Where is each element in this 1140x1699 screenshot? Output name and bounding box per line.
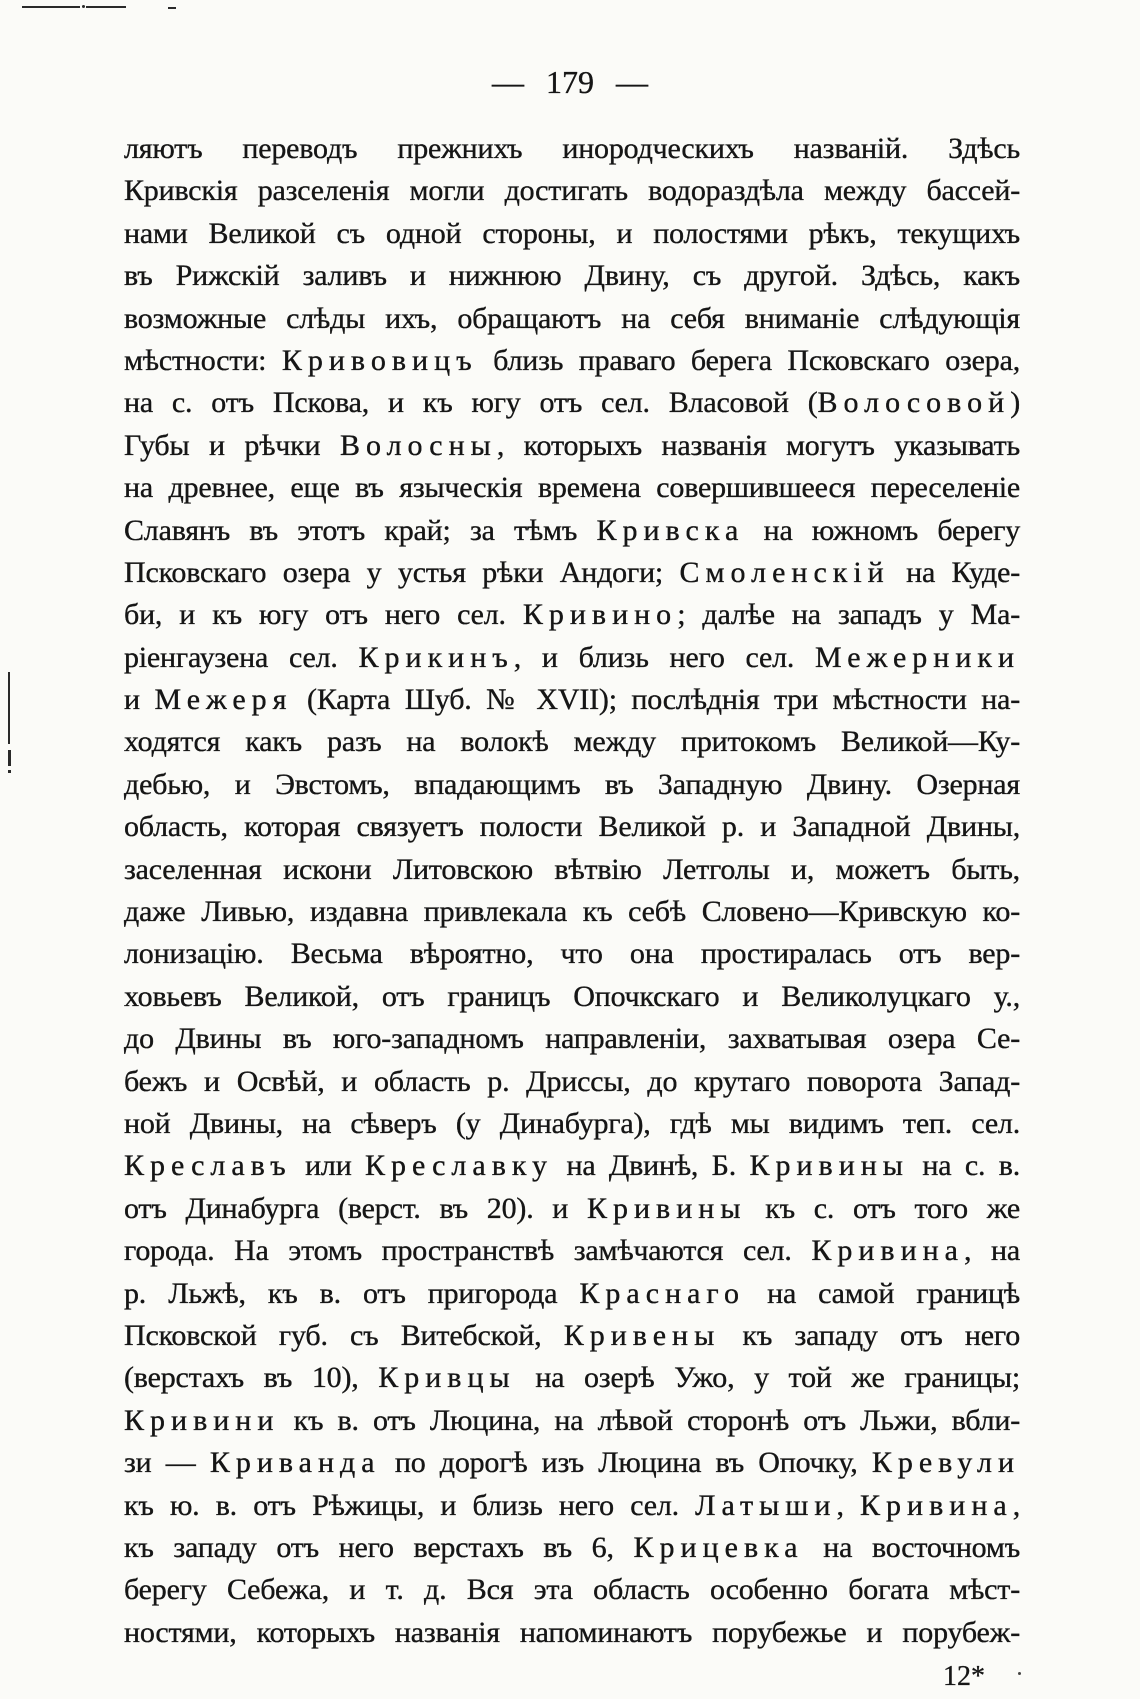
text-line xyxy=(124,891,1020,933)
text-run: близь праваго берега Псковскаго озера, xyxy=(477,343,1020,377)
text-line xyxy=(124,510,1020,552)
text-line xyxy=(124,1612,1020,1654)
emphasized-word: Кривина xyxy=(811,1234,964,1268)
scan-artifact xyxy=(168,7,176,9)
text-run: къ в. отъ Люцина, на лѣвой сторонѣ отъ Льжи, вбли- xyxy=(279,1403,1020,1437)
text-line xyxy=(124,637,1020,679)
text-line xyxy=(124,1527,1020,1569)
scan-artifact xyxy=(8,770,11,773)
text-run: Псковскаго озера у устья рѣки Андоги; xyxy=(124,555,680,589)
text-run: ховьевъ Великой, отъ границъ Опочкскаго и Великолуцкаго у., xyxy=(124,979,1020,1013)
text-run: , xyxy=(836,1488,861,1522)
text-run: берегу Себежа, и т. д. Вся эта область особенно богата мѣст- xyxy=(124,1573,1020,1607)
emphasized-word: Криванда xyxy=(209,1446,381,1480)
text-run: даже Ливью, издавна привлекала къ себѣ Словено—Кривскую ко- xyxy=(124,895,1020,929)
text-line xyxy=(124,806,1020,848)
text-line xyxy=(124,382,1020,424)
emphasized-word: Крицевка xyxy=(633,1530,804,1564)
text-line xyxy=(124,1357,1020,1399)
emphasized-word: Смоленскій xyxy=(679,555,890,589)
text-line xyxy=(124,1569,1020,1611)
text-run: бежъ и Освѣй, и область р. Дриссы, до крутаго поворота Запад- xyxy=(124,1064,1020,1098)
text-line xyxy=(124,1018,1020,1060)
text-run: или xyxy=(291,1149,366,1183)
text-run: Губы и рѣчки xyxy=(124,428,340,462)
emphasized-word: Креславку xyxy=(365,1149,554,1183)
text-run: къ с. отъ того же xyxy=(746,1191,1020,1225)
text-run: отъ Динабурга (верст. въ 20). и xyxy=(124,1191,587,1225)
emphasized-word: Кривини xyxy=(124,1403,280,1437)
emphasized-word: Кривина xyxy=(860,1488,1013,1522)
text-run: мѣстности: xyxy=(124,343,282,377)
scan-artifact xyxy=(22,6,80,8)
text-line xyxy=(124,552,1020,594)
text-line xyxy=(124,255,1020,297)
text-line xyxy=(124,1485,1020,1527)
text-run: р. Льжѣ, къ в. отъ пригорода xyxy=(124,1276,580,1310)
text-run: на восточномъ xyxy=(803,1530,1021,1564)
text-line xyxy=(124,213,1020,255)
text-run: на Двинѣ, Б. xyxy=(553,1149,750,1183)
emphasized-word: Межерники xyxy=(815,640,1020,674)
text-line xyxy=(124,1230,1020,1272)
text-run: къ западу отъ него xyxy=(720,1318,1020,1352)
text-run: , которыхъ названія могутъ указывать xyxy=(496,428,1021,462)
signature-mark: 12* xyxy=(943,1661,985,1692)
text-line xyxy=(124,1315,1020,1357)
text-run: по дорогѣ изъ Люцина въ Опочку, xyxy=(380,1446,872,1480)
emphasized-word: Кривины xyxy=(586,1191,747,1225)
text-line xyxy=(124,849,1020,891)
text-line xyxy=(124,976,1020,1018)
emphasized-word: Крикинъ xyxy=(358,640,514,674)
emphasized-word: Кревули xyxy=(871,1446,1020,1480)
body-text xyxy=(124,128,1020,1654)
text-run: ) xyxy=(1010,386,1020,420)
text-run: на южномъ берегу xyxy=(744,513,1020,547)
emphasized-word: Кривены xyxy=(563,1318,721,1352)
text-run: Псковской губ. съ Витебской, xyxy=(124,1318,564,1352)
text-run: заселенная искони Литовскою вѣтвію Летголы и, можетъ быть, xyxy=(124,852,1020,886)
text-run: и xyxy=(124,683,155,717)
text-run: возможные слѣды ихъ, обращаютъ на себя вниманіе слѣдующія xyxy=(124,301,1020,335)
text-line xyxy=(124,679,1020,721)
text-line xyxy=(124,721,1020,763)
text-run: (Карта Шуб. № XVII); послѣднія три мѣстности на- xyxy=(292,683,1021,717)
scan-artifact xyxy=(8,750,11,766)
emphasized-word: Латыши xyxy=(695,1488,837,1522)
text-line xyxy=(124,340,1020,382)
text-run: на древнее, еще въ языческія времена совершившееся переселеніе xyxy=(124,471,1020,505)
text-run: до Двины въ юго-западномъ направленіи, захватывая озера Се- xyxy=(124,1022,1020,1056)
text-line xyxy=(124,128,1020,170)
text-run: лонизацію. Весьма вѣроятно, что она простиралась отъ вер- xyxy=(124,937,1020,971)
text-run: , xyxy=(1012,1488,1020,1522)
emphasized-word: Волосовой xyxy=(817,386,1011,420)
text-run: область, которая связуетъ полости Великой р. и Западной Двины, xyxy=(124,810,1020,844)
emphasized-word: Кривцы xyxy=(378,1361,516,1395)
text-run: нами Великой съ одной стороны, и полостями рѣкъ, текущихъ xyxy=(124,216,1020,250)
text-run: Кривскія разселенія могли достигать водораздѣла между бассей- xyxy=(124,174,1020,208)
text-line xyxy=(124,594,1020,636)
text-line xyxy=(124,170,1020,212)
text-run: (верстахъ въ 10), xyxy=(124,1361,379,1395)
scan-artifact xyxy=(86,6,126,8)
text-run: къ западу отъ него верстахъ въ 6, xyxy=(124,1530,634,1564)
text-run: къ ю. в. отъ Рѣжицы, и близь него сел. xyxy=(124,1488,696,1522)
text-line xyxy=(124,1061,1020,1103)
text-run: ходятся какъ разъ на волокѣ между притокомъ Великой—Ку- xyxy=(124,725,1020,759)
text-line xyxy=(124,1442,1020,1484)
text-line xyxy=(124,1103,1020,1145)
text-run: дебью, и Эвстомъ, впадающимъ въ Западную Двину. Озерная xyxy=(124,767,1020,801)
emphasized-word: Волосны xyxy=(339,428,497,462)
text-line xyxy=(124,933,1020,975)
emphasized-word: Краснаго xyxy=(579,1276,745,1310)
text-run: на самой границѣ xyxy=(745,1276,1020,1310)
text-run: въ Рижскій заливъ и нижнюю Двину, съ другой. Здѣсь, какъ xyxy=(124,259,1020,293)
text-line xyxy=(124,1145,1020,1187)
text-run: би, и къ югу отъ него сел. xyxy=(124,598,523,632)
text-run: на озерѣ Ужо, у той же границы; xyxy=(515,1361,1020,1395)
text-line xyxy=(124,1188,1020,1230)
scan-artifact xyxy=(82,5,85,8)
text-line xyxy=(124,467,1020,509)
emphasized-word: Кривины xyxy=(749,1149,909,1183)
text-line xyxy=(124,425,1020,467)
emphasized-word: Кривино xyxy=(522,598,678,632)
emphasized-word: Кривска xyxy=(596,513,745,547)
text-run: зи — xyxy=(124,1446,210,1480)
emphasized-word: Кривовицъ xyxy=(281,343,478,377)
scan-artifact xyxy=(1018,1672,1021,1675)
text-line xyxy=(124,1273,1020,1315)
text-run: на с. отъ Пскова, и къ югу отъ сел. Власовой ( xyxy=(124,386,818,420)
text-run: Славянъ въ этотъ край; за тѣмъ xyxy=(124,513,597,547)
emphasized-word: Межеря xyxy=(154,683,293,717)
text-run: ляютъ переводъ прежнихъ инородческихъ названій. Здѣсь xyxy=(124,132,1020,165)
text-run: ностями, которыхъ названія напоминаютъ порубежье и порубеж- xyxy=(124,1615,1020,1649)
text-run: ; далѣе на западъ у Ма- xyxy=(677,598,1020,632)
text-run: ной Двины, на сѣверъ (у Динабурга), гдѣ мы видимъ теп. сел. xyxy=(124,1106,1020,1140)
scan-artifact xyxy=(8,672,10,744)
text-run: , на xyxy=(964,1234,1020,1268)
text-run: , и близь него сел. xyxy=(513,640,816,674)
text-run: на с. в. xyxy=(908,1149,1020,1183)
text-run: на Куде- xyxy=(889,555,1020,589)
page-number: — 179 — xyxy=(492,64,648,100)
emphasized-word: Креславъ xyxy=(124,1149,292,1183)
text-line xyxy=(124,764,1020,806)
text-line xyxy=(124,1400,1020,1442)
text-run: ріенгаузена сел. xyxy=(124,640,359,674)
text-run: города. На этомъ пространствѣ замѣчаются сел. xyxy=(124,1234,812,1268)
text-line xyxy=(124,298,1020,340)
